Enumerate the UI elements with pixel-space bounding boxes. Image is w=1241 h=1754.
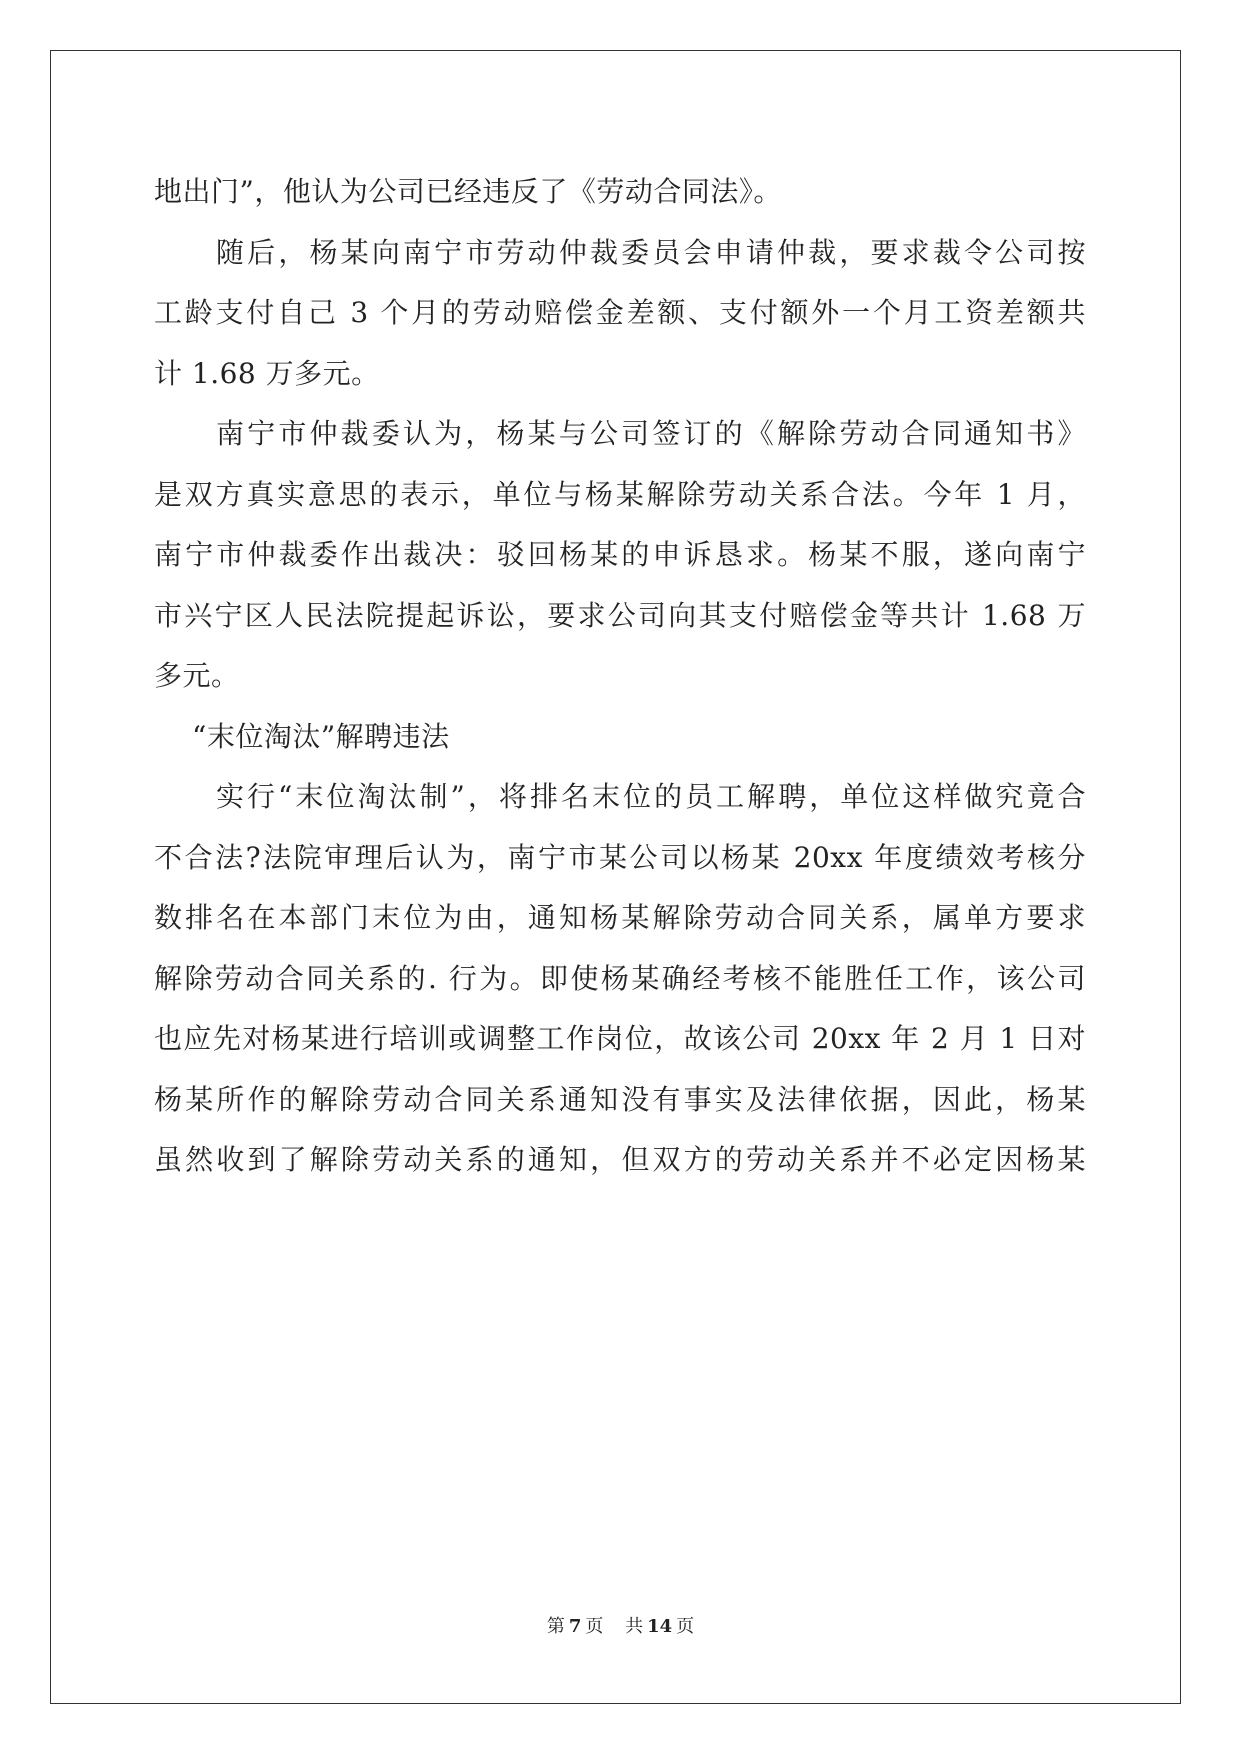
text-line: 地出门”，他认为公司已经违反了《劳动合同法》。	[154, 175, 782, 208]
text-line: 南宁市仲裁委作出裁决：驳回杨某的申诉恳求。杨某不服，遂向南宁	[154, 538, 1086, 571]
text-line: 多元。	[154, 659, 240, 692]
page-footer	[0, 1612, 1241, 1638]
paragraph-start-line: 随后，杨某向南宁市劳动仲裁委员会申请仲裁，要求裁令公司按	[216, 235, 1086, 269]
total-suffix: 页	[676, 1616, 695, 1637]
document-body	[154, 162, 1086, 1191]
page-indicator	[543, 1616, 608, 1637]
text-line: 不合法?法院审理后认为，南宁市某公司以杨某 20xx 年度绩效考核分	[154, 840, 1086, 874]
total-indicator	[621, 1616, 698, 1637]
page-prefix: 第	[546, 1616, 565, 1637]
total-pages: 14	[647, 1616, 673, 1637]
text-line: 也应先对杨某进行培训或调整工作岗位，故该公司 20xx 年 2 月 1 日对	[154, 1022, 1086, 1055]
text-line: 工龄支付自己 3 个月的劳动赔偿金差额、支付额外一个月工资差额共	[154, 296, 1086, 329]
text-line: 虽然收到了解除劳动关系的通知，但双方的劳动关系并不必定因杨某	[154, 1143, 1086, 1176]
total-prefix: 共	[625, 1616, 644, 1637]
text-line: 是双方真实意思的表示，单位与杨某解除劳动关系合法。今年 1 月，	[154, 477, 1086, 511]
paragraph-start-line: 南宁市仲裁委认为，杨某与公司签订的《解除劳动合同通知书》	[216, 417, 1086, 450]
text-line: 杨某所作的解除劳动合同关系通知没有事实及法律依据，因此，杨某	[154, 1082, 1086, 1116]
page-number: 7	[568, 1616, 582, 1637]
text-line: 解除劳动合同关系的. 行为。即使杨某确经考核不能胜任工作，该公司	[154, 961, 1086, 995]
text-line: 市兴宁区人民法院提起诉讼，要求公司向其支付赔偿金等共计 1.68 万	[154, 598, 1086, 632]
paragraph-start-line: 实行“末位淘汰制”，将排名末位的员工解聘，单位这样做究竟合	[216, 780, 1086, 813]
section-heading: “末位淘汰”解聘违法	[192, 719, 450, 753]
text-line: 数排名在本部门末位为由，通知杨某解除劳动合同关系，属单方要求	[154, 901, 1086, 934]
text-line: 计 1.68 万多元。	[154, 356, 380, 390]
page-suffix: 页	[585, 1616, 604, 1637]
